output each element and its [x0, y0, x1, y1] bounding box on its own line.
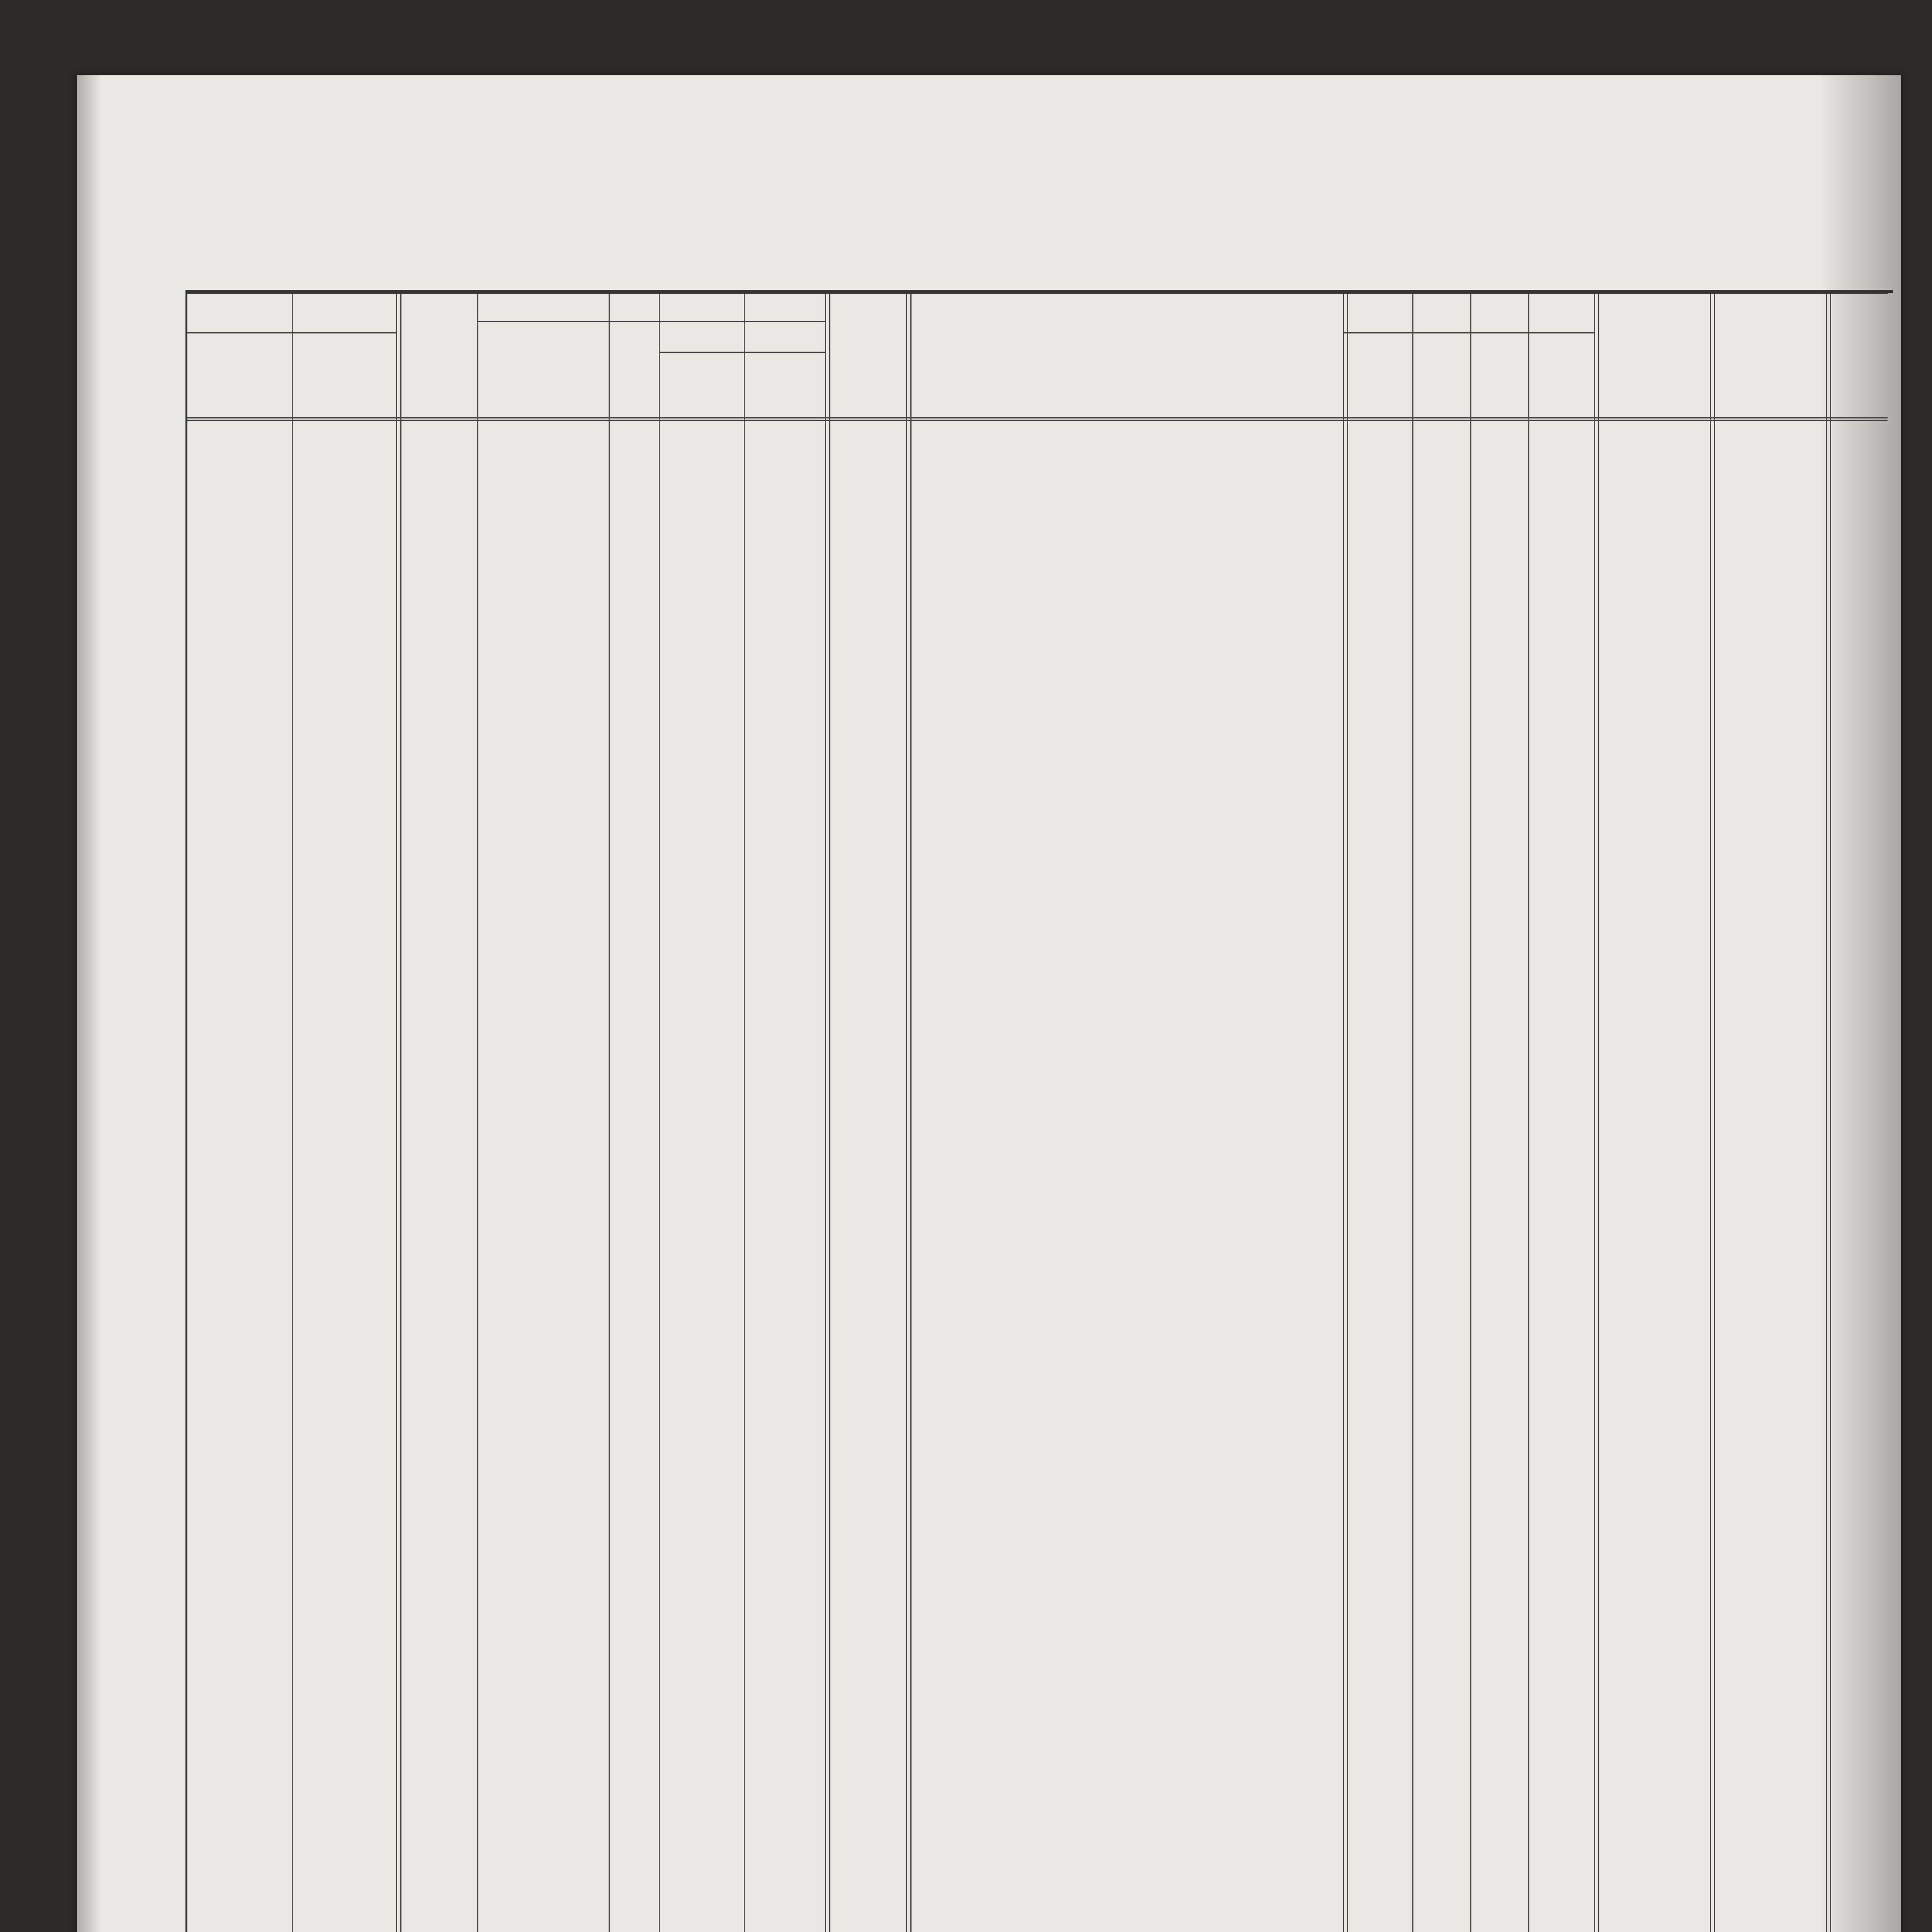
- col-rule: [1412, 294, 1413, 1932]
- col-rule: [1594, 294, 1599, 1932]
- header-sub-rule: [1343, 332, 1594, 333]
- col-rule: [906, 294, 912, 1932]
- page-edge-shadow-left: [77, 75, 100, 1932]
- col-rule: [396, 294, 401, 1932]
- col-rule: [1343, 294, 1348, 1932]
- col-rule: [1710, 294, 1715, 1932]
- header-sub-rule: [477, 321, 825, 322]
- col-rule: [609, 294, 610, 1932]
- col-rule: [1528, 294, 1529, 1932]
- col-rule: [744, 294, 745, 1932]
- quotation-table: [185, 292, 1888, 1932]
- col-rule: [1470, 294, 1471, 1932]
- header-sub-rule: [659, 352, 825, 353]
- header-bottom-rule: [187, 417, 1888, 418]
- col-rule: [477, 294, 478, 1932]
- col-rule: [659, 294, 660, 1932]
- col-rule: [1826, 294, 1831, 1932]
- newspaper-page: [77, 75, 1901, 1932]
- col-rule: [825, 294, 830, 1932]
- col-rule: [292, 294, 293, 1932]
- header-sub-rule: [187, 332, 396, 333]
- header-bottom-rule: [187, 420, 1888, 421]
